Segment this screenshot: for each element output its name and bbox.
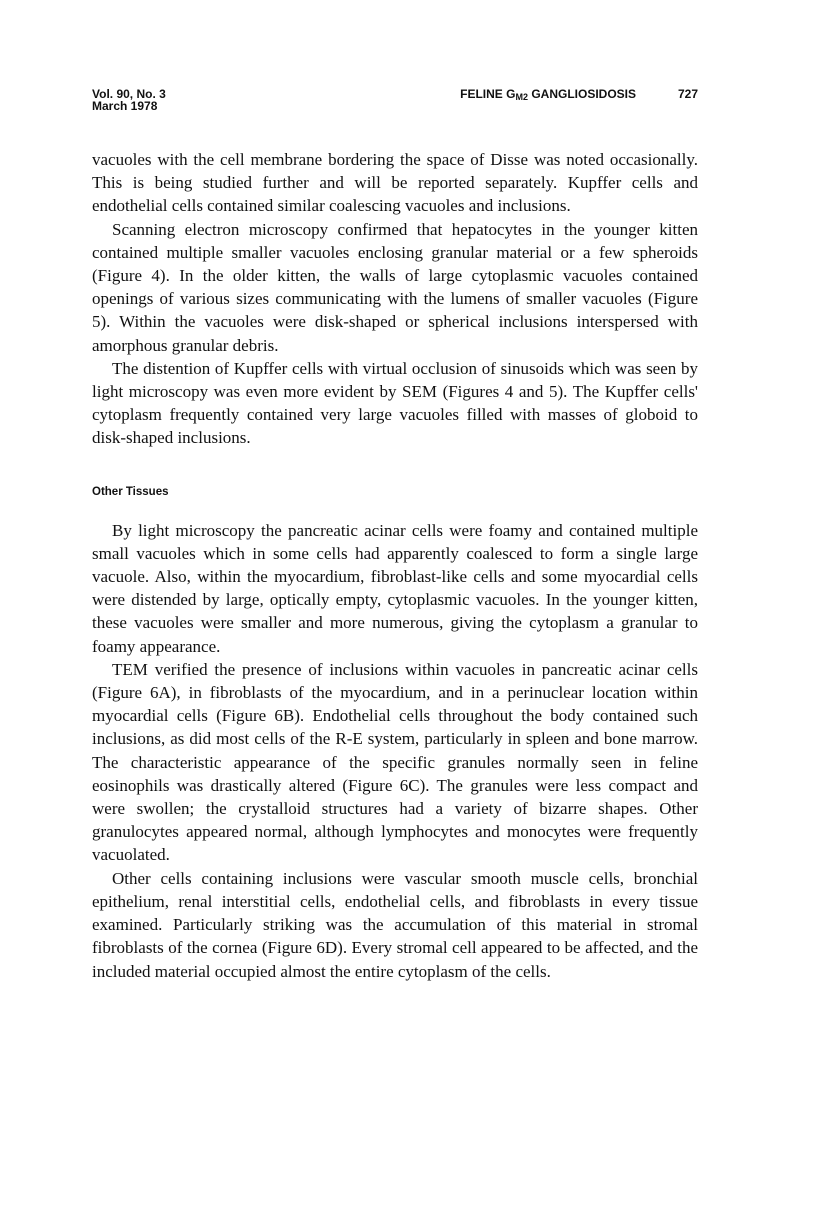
paragraph: Other cells containing inclusions were vascular smooth muscle cells, bronchial epithelium, renal interstitial cells, endothelial cells, and fibroblasts in every tissue examined. Particularly striking was the accumulation of this material in stromal fibroblasts of the cornea (Figure 6D). Every stromal cell appeared to be affected, and the included material occupied almost the entire cytoplasm of the cells.: [92, 868, 698, 981]
running-title-prefix: FELINE G: [460, 87, 516, 101]
journal-issue-info: [92, 88, 166, 112]
paragraph: The distention of Kupffer cells with virtual occlusion of sinusoids which was seen by light microscopy was even more evident by SEM (Figures 4 and 5). The Kupffer cells' cytoplasm frequently contained very large vacuoles filled with masses of globoid to disk-shaped inclusions.: [92, 358, 698, 448]
page-number: 727: [677, 87, 698, 101]
paragraph: vacuoles with the cell membrane bordering the space of Disse was noted occasionally. This is being studied further and will be reported separately. Kupffer cells and endothelial cells contained similar coalescing vacuoles and inclusions.: [92, 150, 698, 216]
running-title-suffix: GANGLIOSIDOSIS: [527, 87, 636, 101]
volume-number: Vol. 90, No. 3: [92, 87, 166, 101]
article-body: [92, 148, 698, 983]
running-title: [460, 88, 636, 100]
running-title-subscript: M2: [515, 92, 528, 102]
paragraph: Scanning electron microscopy confirmed that hepatocytes in the younger kitten contained multiple smaller vacuoles enclosing granular material or a few spheroids (Figure 4). In the older kitten, the walls of large cytoplasmic vacuoles contained openings of various sizes communicating with the lumens of smaller vacuoles (Figure 5). Within the vacuoles were disk-shaped or spherical inclusions interspersed with amorphous granular debris.: [92, 219, 698, 355]
section-heading: Other Tissues: [92, 485, 169, 498]
issue-date: March 1978: [92, 99, 158, 113]
running-header: [92, 88, 698, 116]
paragraph: TEM verified the presence of inclusions within vacuoles in pancreatic acinar cells (Figure 6A), in fibroblasts of the myocardium, and in a perinuclear location within myocardial cells (Figure 6B). Endothelial cells throughout the body contained such inclusions, as did most cells of the R-E system, particularly in spleen and bone marrow. The characteristic appearance of the specific granules normally seen in feline eosinophils was drastically altered (Figure 6C). The granules were less compact and were swollen; the crystalloid structures had a variety of bizarre shapes. Other granulocytes appeared normal, although lymphocytes and monocytes were frequently vacuolated.: [92, 659, 698, 865]
paragraph: By light microscopy the pancreatic acinar cells were foamy and contained multiple small vacuoles which in some cells had apparently coalesced to form a single large vacuole. Also, within the myocardium, fibroblast-like cells and some myocardial cells were distended by large, optically empty, cytoplasmic vacuoles. In the younger kitten, these vacuoles were smaller and more numerous, giving the cytoplasm a granular to foamy appearance.: [92, 520, 698, 656]
